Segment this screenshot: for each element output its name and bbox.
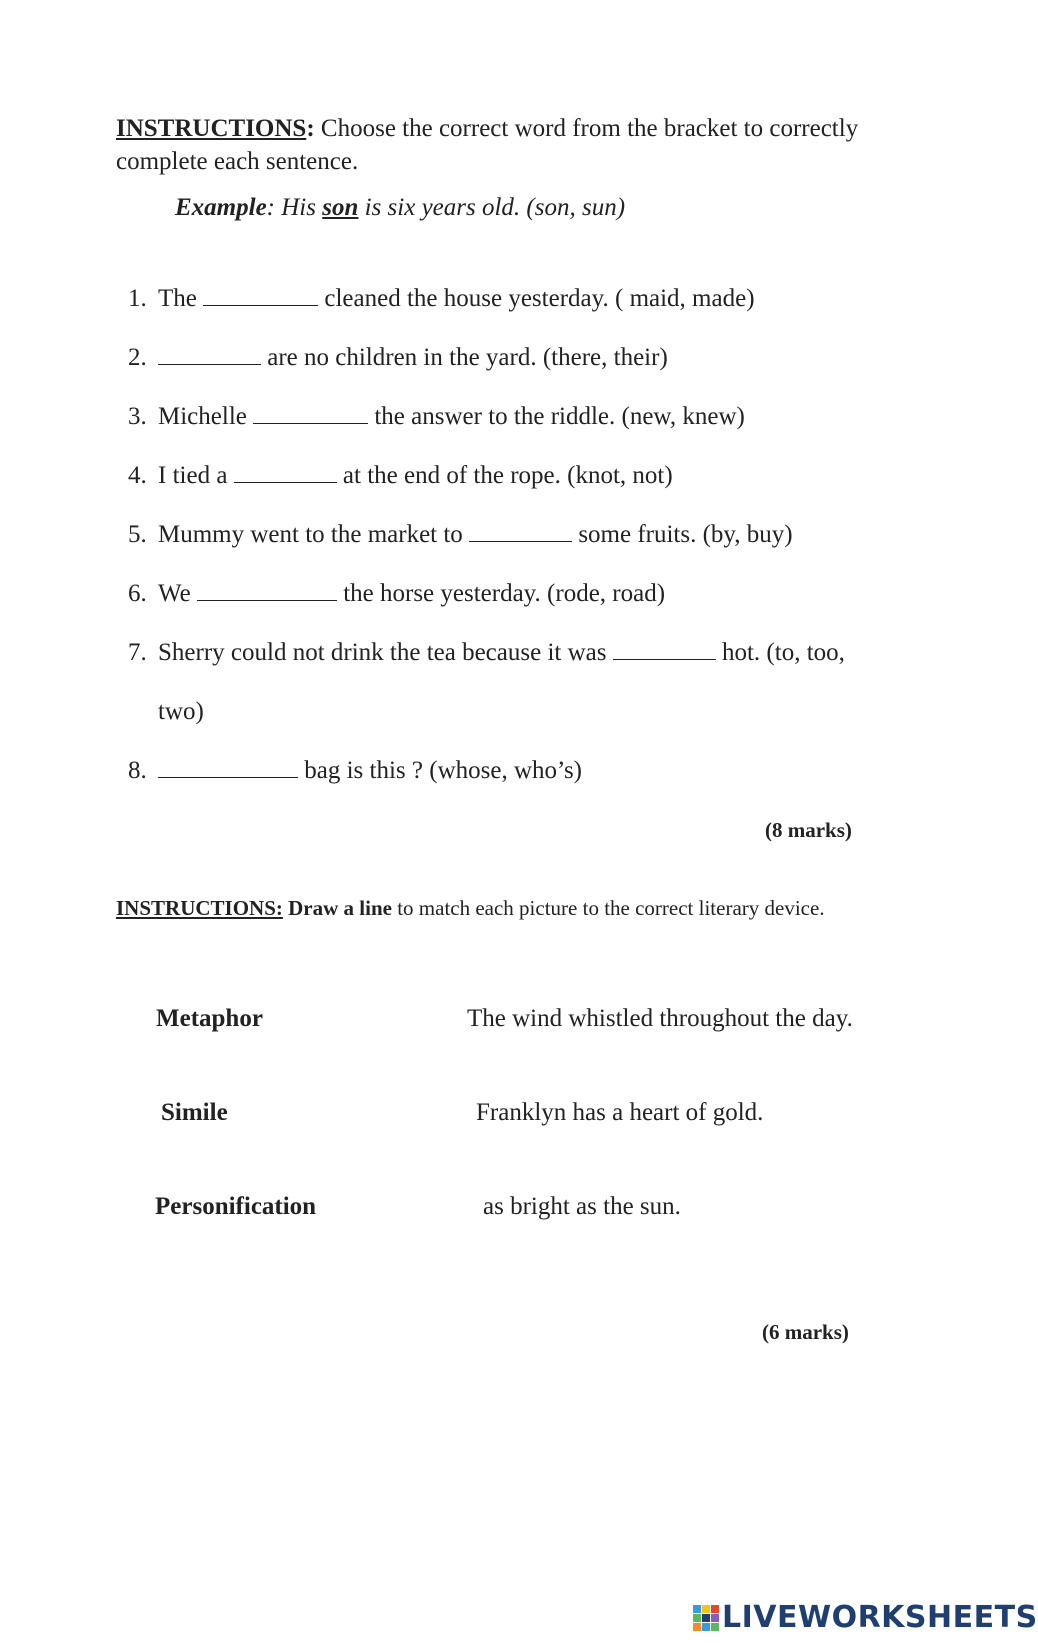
question-text-after: cleaned the house yesterday. ( maid, made) [318,285,755,312]
logo-square [711,1614,719,1622]
instructions-2 [116,893,836,924]
instructions-1: INSTRUCTIONS: Choose the correct word from the bracket to correctly complete each sentence. [116,115,859,175]
question-number: 7. [128,639,147,666]
instructions-2-text: to match each picture to the correct literary device. [391,896,825,920]
logo-square [693,1614,701,1622]
question-8 [128,757,582,785]
question-text-before: Michelle [158,403,254,430]
sentence-heart-of-gold[interactable]: Franklyn has a heart of gold. [476,1099,764,1126]
question-number: 4. [128,462,147,489]
example-sentence [175,194,625,222]
question-text-after: are no children in the yard. (there, their) [261,344,668,371]
question-3 [128,403,745,431]
question-number: 2. [128,344,147,371]
question-number: 1. [128,285,147,312]
logo-square [693,1623,701,1631]
example-answer: son [322,194,359,221]
question-6 [128,580,665,608]
term-personification[interactable]: Personification [155,1193,317,1220]
instructions-1-text: Choose the correct word from the bracket to correctly complete each sentence. [116,115,859,175]
answer-blank[interactable] [197,580,337,601]
answer-blank[interactable] [253,403,368,424]
question-text-after: some fruits. (by, buy) [572,521,793,548]
question-text-after: bag is this ? (whose, who’s) [298,757,582,784]
answer-blank[interactable] [234,462,337,483]
logo-square [702,1623,710,1631]
question-text-before: Sherry could not drink the tea because it was [158,639,613,666]
instructions-1-label: INSTRUCTIONS [116,115,307,142]
section-1-marks: (8 marks) [765,818,852,842]
logo-text: LIVEWORKSHEETS [722,1600,1038,1635]
logo-square [702,1614,710,1622]
logo-square [711,1623,719,1631]
question-text-after: the answer to the riddle. (new, knew) [368,403,745,430]
question-text-before: We [158,580,197,607]
question-5 [128,521,793,549]
logo-square [702,1605,710,1613]
sentence-bright-as-sun[interactable]: as bright as the sun. [483,1193,681,1220]
answer-blank[interactable] [158,344,261,365]
logo-square [693,1605,701,1613]
answer-blank[interactable] [203,285,318,306]
section-2-marks: (6 marks) [762,1320,849,1344]
question-text-before: I tied a [158,462,234,489]
question-text-after: hot. (to, too, [715,639,845,666]
question-text-before: The [158,285,204,312]
example-label: Example [175,194,267,221]
liveworksheets-logo [693,1600,1038,1635]
question-text-before: Mummy went to the market to [158,521,470,548]
example-before: : His [266,194,323,221]
question-number: 8. [128,757,147,784]
question-2 [128,344,668,372]
question-1 [128,285,755,313]
question-4 [128,462,673,490]
question-text-after: at the end of the rope. (knot, not) [336,462,673,489]
question-text-after: the horse yesterday. (rode, road) [336,580,666,607]
question-7 [128,639,845,667]
question-number: 5. [128,521,147,548]
instructions-2-label: INSTRUCTIONS: [116,896,283,920]
answer-blank[interactable] [469,521,572,542]
term-metaphor[interactable]: Metaphor [156,1005,263,1032]
term-simile[interactable]: Simile [161,1099,228,1126]
question-7-continuation: two) [158,698,204,725]
question-number: 6. [128,580,147,607]
example-after: is six years old. (son, sun) [358,194,626,221]
question-number: 3. [128,403,147,430]
answer-blank[interactable] [613,639,716,660]
sentence-wind-whistled[interactable]: The wind whistled throughout the day. [467,1005,853,1032]
answer-blank[interactable] [158,757,298,778]
logo-grid-icon [693,1605,719,1631]
logo-square [711,1605,719,1613]
instructions-2-bold: Draw a line [282,896,392,920]
